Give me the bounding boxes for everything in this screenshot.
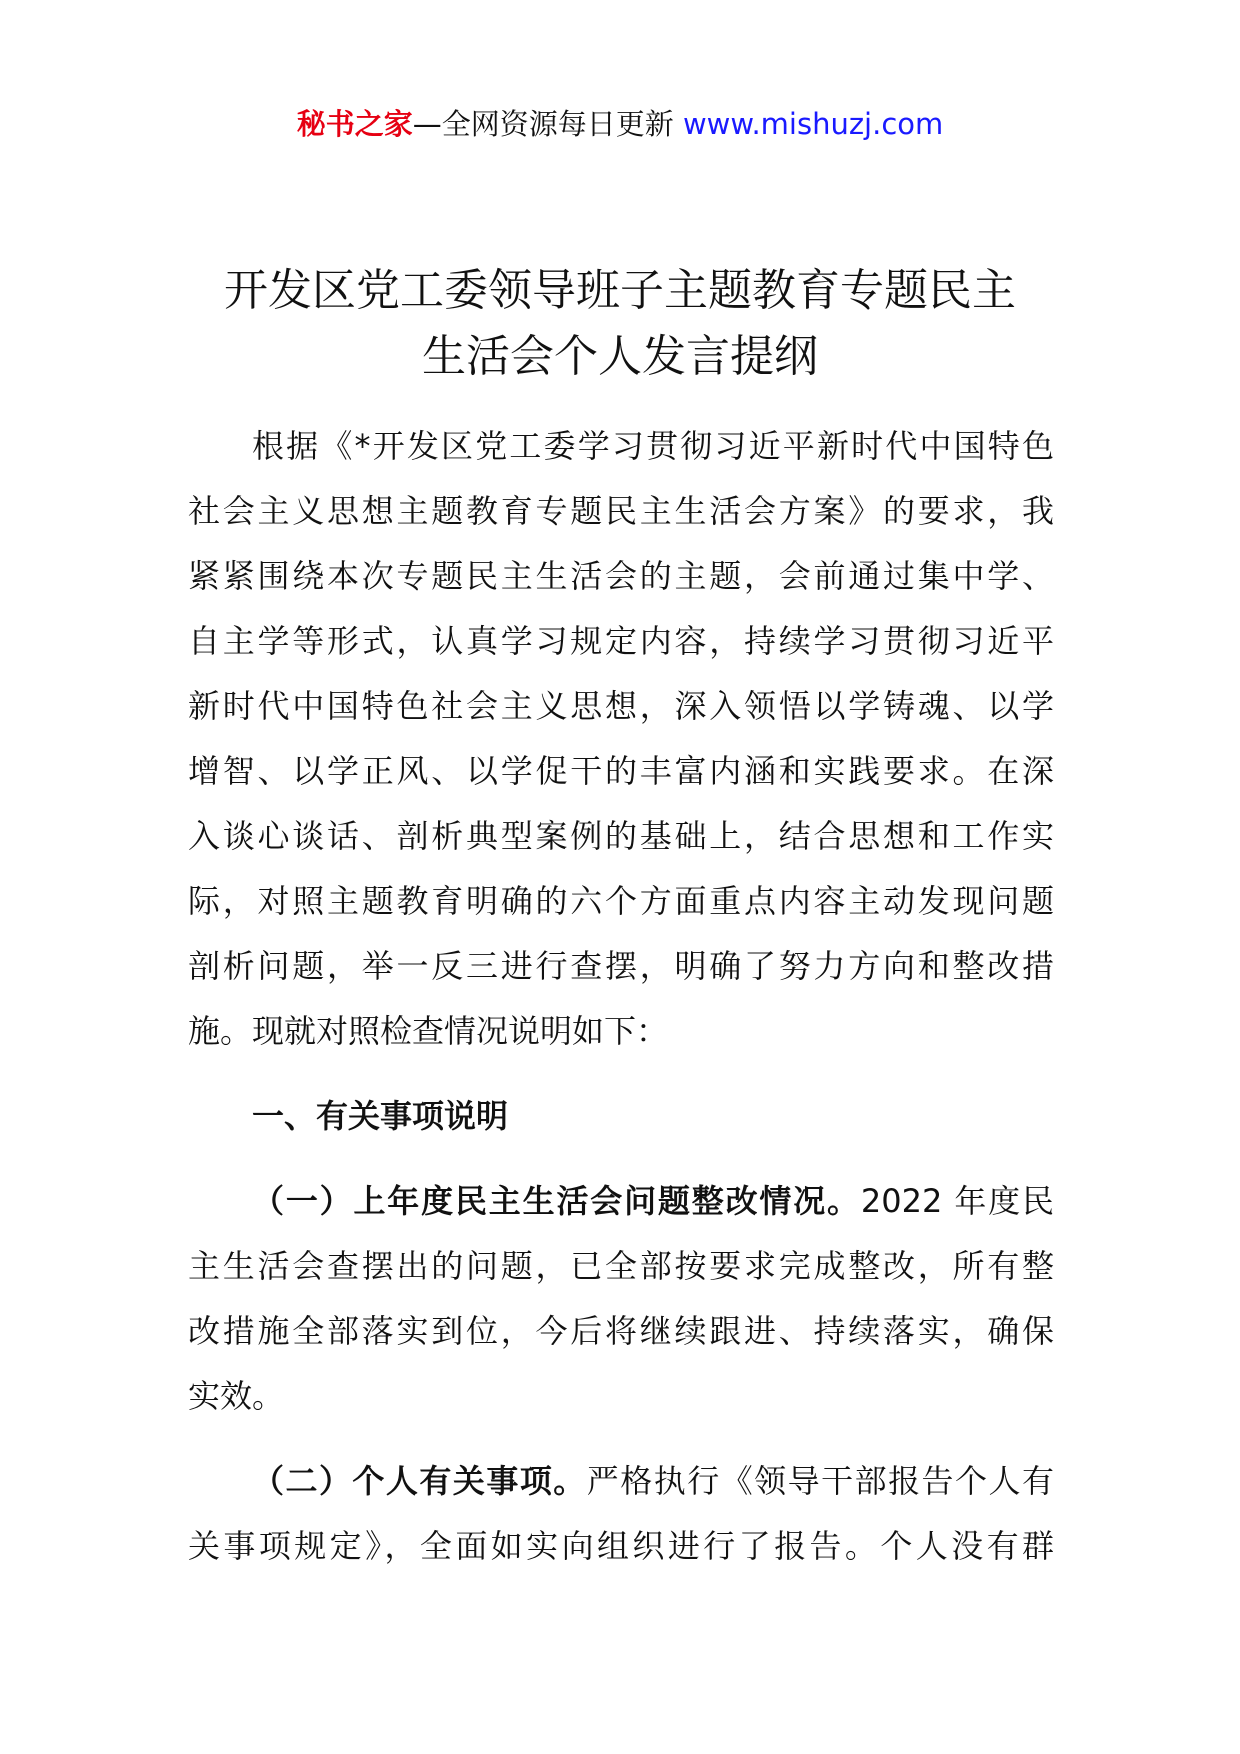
site-brand: 秘书之家 — [296, 107, 413, 141]
section-heading: 一、有关事项说明 — [252, 1097, 509, 1135]
paragraph-line: 紧紧围绕本次专题民主生活会的主题，会前通过集中学、 — [188, 557, 1054, 595]
site-header — [0, 100, 1240, 148]
document-title-line: 生活会个人发言提纲 — [422, 331, 818, 382]
document-title-line: 开发区党工委领导班子主题教育专题民主 — [224, 265, 1016, 316]
subsection-2 — [188, 1449, 1054, 1579]
subsection-1 — [188, 1169, 1054, 1429]
paragraph-line: 关事项规定》，全面如实向组织进行了报告。个人没有群 — [188, 1527, 1054, 1565]
paragraph-line: 际，对照主题教育明确的六个方面重点内容主动发现问题 — [188, 882, 1054, 920]
paragraph-line: 实效。 — [188, 1377, 285, 1415]
paragraph-line — [188, 1449, 1054, 1514]
site-url-link[interactable]: www.mishuzj.com — [682, 107, 944, 141]
paragraph-line: 增智、以学正风、以学促干的丰富内涵和实践要求。在深 — [188, 752, 1054, 790]
subsection-heading: （一）上年度民主生活会问题整改情况。 — [252, 1182, 861, 1220]
paragraph-line — [188, 1169, 1054, 1234]
paragraph-line: 自主学等形式，认真学习规定内容，持续学习贯彻习近平 — [188, 622, 1054, 660]
intro-paragraph — [188, 414, 1054, 1064]
paragraph-text: 严格执行《领导干部报告个人有 — [586, 1462, 1054, 1500]
paragraph-text: 2022 年度民 — [860, 1182, 1054, 1220]
document-body — [188, 414, 1054, 1579]
paragraph-line: 剖析问题，举一反三进行查摆，明确了努力方向和整改措 — [188, 947, 1054, 985]
paragraph-line: 入谈心谈话、剖析典型案例的基础上，结合思想和工作实 — [188, 817, 1054, 855]
paragraph-line: 根据《*开发区党工委学习贯彻习近平新时代中国特色 — [252, 427, 1054, 465]
paragraph-line: 社会主义思想主题教育专题民主生活会方案》的要求，我 — [188, 492, 1054, 530]
paragraph-line: 主生活会查摆出的问题，已全部按要求完成整改，所有整 — [188, 1247, 1054, 1285]
paragraph-line: 施。现就对照检查情况说明如下： — [188, 1012, 669, 1050]
paragraph-line: 新时代中国特色社会主义思想，深入领悟以学铸魂、以学 — [188, 687, 1054, 725]
paragraph-line: 改措施全部落实到位，今后将继续跟进、持续落实，确保 — [188, 1312, 1054, 1350]
site-slogan: —全网资源每日更新 — [412, 107, 683, 141]
document-title — [150, 258, 1090, 390]
subsection-heading: （二）个人有关事项。 — [252, 1462, 587, 1500]
